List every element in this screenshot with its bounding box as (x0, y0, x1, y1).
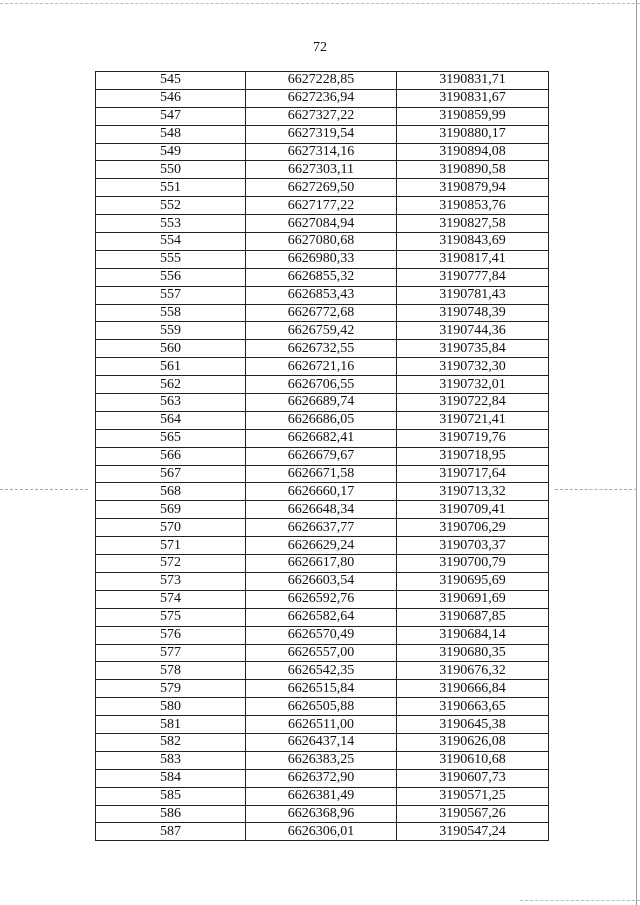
y-coordinate-cell: 3190880,17 (397, 125, 549, 143)
table-row (96, 429, 549, 447)
x-coordinate-cell: 6627269,50 (246, 179, 397, 197)
y-coordinate-cell: 3190663,65 (397, 698, 549, 716)
point-number-cell: 547 (96, 107, 246, 125)
coordinates-table (95, 71, 549, 841)
x-coordinate-cell: 6626505,88 (246, 698, 397, 716)
x-coordinate-cell: 6626855,32 (246, 268, 397, 286)
table-row (96, 555, 549, 573)
y-coordinate-cell: 3190645,38 (397, 716, 549, 734)
point-number-cell: 563 (96, 394, 246, 412)
point-number-cell: 566 (96, 447, 246, 465)
y-coordinate-cell: 3190676,32 (397, 662, 549, 680)
table-row (96, 376, 549, 394)
table-row (96, 411, 549, 429)
x-coordinate-cell: 6627236,94 (246, 89, 397, 107)
x-coordinate-cell: 6626648,34 (246, 501, 397, 519)
y-coordinate-cell: 3190684,14 (397, 626, 549, 644)
y-coordinate-cell: 3190691,69 (397, 590, 549, 608)
y-coordinate-cell: 3190571,25 (397, 787, 549, 805)
table-row (96, 465, 549, 483)
point-number-cell: 571 (96, 537, 246, 555)
table-row (96, 769, 549, 787)
point-number-cell: 560 (96, 340, 246, 358)
point-number-cell: 545 (96, 72, 246, 90)
y-coordinate-cell: 3190732,30 (397, 358, 549, 376)
table-row (96, 197, 549, 215)
table-row (96, 304, 549, 322)
table-row (96, 358, 549, 376)
point-number-cell: 549 (96, 143, 246, 161)
fold-line-left (0, 489, 88, 490)
x-coordinate-cell: 6626603,54 (246, 572, 397, 590)
x-coordinate-cell: 6627327,22 (246, 107, 397, 125)
table-row (96, 125, 549, 143)
x-coordinate-cell: 6626381,49 (246, 787, 397, 805)
x-coordinate-cell: 6627080,68 (246, 233, 397, 251)
y-coordinate-cell: 3190735,84 (397, 340, 549, 358)
point-number-cell: 556 (96, 268, 246, 286)
point-number-cell: 579 (96, 680, 246, 698)
table-row (96, 662, 549, 680)
y-coordinate-cell: 3190748,39 (397, 304, 549, 322)
point-number-cell: 567 (96, 465, 246, 483)
table-row (96, 72, 549, 90)
point-number-cell: 546 (96, 89, 246, 107)
x-coordinate-cell: 6626721,16 (246, 358, 397, 376)
table-row (96, 501, 549, 519)
point-number-cell: 569 (96, 501, 246, 519)
x-coordinate-cell: 6626706,55 (246, 376, 397, 394)
y-coordinate-cell: 3190732,01 (397, 376, 549, 394)
x-coordinate-cell: 6626542,35 (246, 662, 397, 680)
point-number-cell: 582 (96, 733, 246, 751)
table-row (96, 161, 549, 179)
table-row (96, 447, 549, 465)
point-number-cell: 573 (96, 572, 246, 590)
x-coordinate-cell: 6626368,96 (246, 805, 397, 823)
x-coordinate-cell: 6627314,16 (246, 143, 397, 161)
y-coordinate-cell: 3190709,41 (397, 501, 549, 519)
page-right-edge (636, 0, 637, 905)
y-coordinate-cell: 3190567,26 (397, 805, 549, 823)
x-coordinate-cell: 6626511,00 (246, 716, 397, 734)
y-coordinate-cell: 3190831,67 (397, 89, 549, 107)
point-number-cell: 568 (96, 483, 246, 501)
y-coordinate-cell: 3190626,08 (397, 733, 549, 751)
y-coordinate-cell: 3190703,37 (397, 537, 549, 555)
x-coordinate-cell: 6627319,54 (246, 125, 397, 143)
y-coordinate-cell: 3190853,76 (397, 197, 549, 215)
point-number-cell: 552 (96, 197, 246, 215)
point-number-cell: 557 (96, 286, 246, 304)
x-coordinate-cell: 6626629,24 (246, 537, 397, 555)
x-coordinate-cell: 6627303,11 (246, 161, 397, 179)
table-row (96, 286, 549, 304)
point-number-cell: 587 (96, 823, 246, 841)
x-coordinate-cell: 6626853,43 (246, 286, 397, 304)
point-number-cell: 572 (96, 555, 246, 573)
point-number-cell: 548 (96, 125, 246, 143)
x-coordinate-cell: 6626306,01 (246, 823, 397, 841)
x-coordinate-cell: 6626592,76 (246, 590, 397, 608)
fold-line-right (555, 489, 637, 490)
x-coordinate-cell: 6626372,90 (246, 769, 397, 787)
table-row (96, 322, 549, 340)
point-number-cell: 555 (96, 250, 246, 268)
point-number-cell: 576 (96, 626, 246, 644)
table-row (96, 823, 549, 841)
table-row (96, 716, 549, 734)
x-coordinate-cell: 6626557,00 (246, 644, 397, 662)
point-number-cell: 561 (96, 358, 246, 376)
table-row (96, 537, 549, 555)
x-coordinate-cell: 6626772,68 (246, 304, 397, 322)
point-number-cell: 554 (96, 233, 246, 251)
y-coordinate-cell: 3190831,71 (397, 72, 549, 90)
x-coordinate-cell: 6627228,85 (246, 72, 397, 90)
x-coordinate-cell: 6626383,25 (246, 751, 397, 769)
y-coordinate-cell: 3190666,84 (397, 680, 549, 698)
x-coordinate-cell: 6626637,77 (246, 519, 397, 537)
point-number-cell: 585 (96, 787, 246, 805)
point-number-cell: 575 (96, 608, 246, 626)
x-coordinate-cell: 6626617,80 (246, 555, 397, 573)
table-row (96, 89, 549, 107)
point-number-cell: 583 (96, 751, 246, 769)
y-coordinate-cell: 3190722,84 (397, 394, 549, 412)
point-number-cell: 550 (96, 161, 246, 179)
point-number-cell: 565 (96, 429, 246, 447)
point-number-cell: 562 (96, 376, 246, 394)
point-number-cell: 553 (96, 215, 246, 233)
table-row (96, 233, 549, 251)
point-number-cell: 586 (96, 805, 246, 823)
point-number-cell: 577 (96, 644, 246, 662)
table-row (96, 680, 549, 698)
y-coordinate-cell: 3190713,32 (397, 483, 549, 501)
table-row (96, 733, 549, 751)
point-number-cell: 551 (96, 179, 246, 197)
y-coordinate-cell: 3190817,41 (397, 250, 549, 268)
y-coordinate-cell: 3190777,84 (397, 268, 549, 286)
x-coordinate-cell: 6626686,05 (246, 411, 397, 429)
table-row (96, 590, 549, 608)
y-coordinate-cell: 3190719,76 (397, 429, 549, 447)
table-row (96, 394, 549, 412)
point-number-cell: 564 (96, 411, 246, 429)
table-row (96, 626, 549, 644)
y-coordinate-cell: 3190706,29 (397, 519, 549, 537)
table-row (96, 268, 549, 286)
x-coordinate-cell: 6626759,42 (246, 322, 397, 340)
x-coordinate-cell: 6626682,41 (246, 429, 397, 447)
y-coordinate-cell: 3190744,36 (397, 322, 549, 340)
page-number: 72 (313, 40, 327, 55)
table-row (96, 805, 549, 823)
y-coordinate-cell: 3190607,73 (397, 769, 549, 787)
point-number-cell: 581 (96, 716, 246, 734)
y-coordinate-cell: 3190894,08 (397, 143, 549, 161)
x-coordinate-cell: 6626732,55 (246, 340, 397, 358)
page-top-edge (0, 3, 640, 5)
y-coordinate-cell: 3190859,99 (397, 107, 549, 125)
table-row (96, 572, 549, 590)
table-row (96, 143, 549, 161)
x-coordinate-cell: 6626570,49 (246, 626, 397, 644)
x-coordinate-cell: 6626679,67 (246, 447, 397, 465)
table-row (96, 644, 549, 662)
table-row (96, 215, 549, 233)
coordinates-table-body (96, 72, 549, 841)
point-number-cell: 558 (96, 304, 246, 322)
x-coordinate-cell: 6626689,74 (246, 394, 397, 412)
y-coordinate-cell: 3190680,35 (397, 644, 549, 662)
point-number-cell: 574 (96, 590, 246, 608)
page-bottom-edge (520, 900, 640, 901)
table-row (96, 250, 549, 268)
point-number-cell: 584 (96, 769, 246, 787)
table-row (96, 519, 549, 537)
y-coordinate-cell: 3190610,68 (397, 751, 549, 769)
point-number-cell: 570 (96, 519, 246, 537)
x-coordinate-cell: 6627177,22 (246, 197, 397, 215)
y-coordinate-cell: 3190547,24 (397, 823, 549, 841)
y-coordinate-cell: 3190700,79 (397, 555, 549, 573)
table-row (96, 107, 549, 125)
x-coordinate-cell: 6626980,33 (246, 250, 397, 268)
table-row (96, 787, 549, 805)
table-row (96, 608, 549, 626)
x-coordinate-cell: 6626660,17 (246, 483, 397, 501)
table-row (96, 340, 549, 358)
y-coordinate-cell: 3190717,64 (397, 465, 549, 483)
x-coordinate-cell: 6626515,84 (246, 680, 397, 698)
table-row (96, 751, 549, 769)
table-row (96, 483, 549, 501)
x-coordinate-cell: 6627084,94 (246, 215, 397, 233)
x-coordinate-cell: 6626582,64 (246, 608, 397, 626)
y-coordinate-cell: 3190781,43 (397, 286, 549, 304)
x-coordinate-cell: 6626671,58 (246, 465, 397, 483)
y-coordinate-cell: 3190721,41 (397, 411, 549, 429)
table-row (96, 179, 549, 197)
y-coordinate-cell: 3190827,58 (397, 215, 549, 233)
y-coordinate-cell: 3190718,95 (397, 447, 549, 465)
y-coordinate-cell: 3190890,58 (397, 161, 549, 179)
point-number-cell: 580 (96, 698, 246, 716)
table-row (96, 698, 549, 716)
y-coordinate-cell: 3190687,85 (397, 608, 549, 626)
y-coordinate-cell: 3190843,69 (397, 233, 549, 251)
y-coordinate-cell: 3190879,94 (397, 179, 549, 197)
point-number-cell: 559 (96, 322, 246, 340)
point-number-cell: 578 (96, 662, 246, 680)
x-coordinate-cell: 6626437,14 (246, 733, 397, 751)
y-coordinate-cell: 3190695,69 (397, 572, 549, 590)
